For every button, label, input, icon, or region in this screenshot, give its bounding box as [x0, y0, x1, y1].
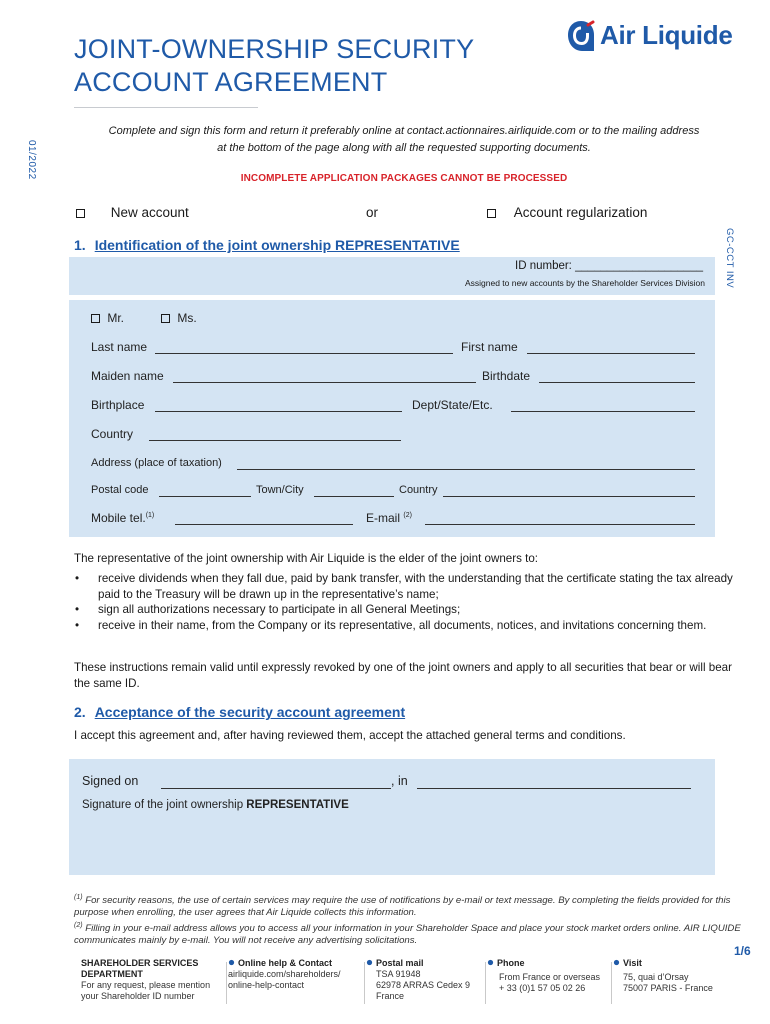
footer-phone-heading — [487, 958, 607, 969]
acceptance-text: I accept this agreement and, after having reviewed them, accept the attached general terms and conditions. — [74, 729, 626, 742]
id-number-box — [69, 257, 715, 295]
mobile-footnote-mark: (1) — [145, 512, 155, 519]
footer-visit — [613, 958, 729, 994]
footnotes — [74, 892, 764, 947]
page-title — [74, 33, 544, 99]
address-label: Address (place of taxation) — [91, 457, 222, 469]
birthplace-label: Birthplace — [91, 398, 145, 412]
birthplace-field[interactable] — [155, 411, 402, 412]
intro-line-1: Complete and sign this form and return it preferably online at contact.actionnaires.airliquide.com or to the mailing address — [108, 125, 700, 137]
representative-intro: The representative of the joint ownership with Air Liquide is the elder of the joint owners to: — [74, 552, 539, 565]
signed-in-label: , in — [391, 774, 408, 788]
birthdate-label: Birthdate — [482, 369, 531, 383]
intro-text — [74, 123, 734, 157]
title-divider — [74, 107, 258, 108]
footer-divider — [364, 962, 365, 1004]
instructions-text: These instructions remain valid until expressly revoked by one of the joint owners and apply to all securities that bear or will bear the same ID. — [74, 661, 732, 690]
town-field[interactable] — [314, 496, 394, 497]
town-label: Town/City — [256, 484, 304, 496]
section-1-number: 1. — [74, 237, 86, 253]
footer-divider — [485, 962, 486, 1004]
new-account-label: New account — [110, 205, 189, 220]
air-liquide-logo — [566, 18, 756, 58]
footer-phone-line-1: From France or overseas — [499, 972, 601, 982]
country2-field[interactable] — [443, 496, 695, 497]
footnote-1-mark: (1) — [74, 894, 83, 901]
regularization-checkbox[interactable] — [487, 209, 496, 218]
email-field[interactable] — [425, 524, 695, 525]
signed-in-field[interactable] — [417, 788, 691, 789]
form-reference: GC-CCT INV — [724, 228, 735, 289]
footnote-2-text: Filling in your e-mail address allows you to access all your information in your Shareholder Space and place your stock market orders online. AIR LIQUIDE communicates mainly by e-mail. You will not receive any advertising solicitations. — [74, 922, 741, 946]
dept-label: Dept/State/Etc. — [412, 398, 493, 412]
email-label — [366, 511, 412, 525]
list-item: • sign all authorizations necessary to participate in all General Meetings; — [74, 602, 736, 618]
dept-field[interactable] — [511, 411, 695, 412]
or-label: or — [366, 205, 379, 220]
footer-postal-line-2: 62978 ARRAS Cedex 9 — [376, 980, 471, 990]
section-1-heading — [74, 237, 460, 253]
signature-label-bold: REPRESENTATIVE — [246, 799, 349, 811]
pin-icon — [366, 959, 373, 966]
pin-icon — [487, 959, 494, 966]
page-number: 1/6 — [734, 944, 751, 958]
signed-on-field[interactable] — [161, 788, 391, 789]
address-field[interactable] — [237, 469, 695, 470]
maiden-name-label: Maiden name — [91, 369, 164, 383]
footnote-1 — [74, 892, 764, 920]
footer-visit-line-2: 75007 PARIS - France — [623, 983, 713, 993]
intro-line-2: at the bottom of the page along with all the requested supporting documents. — [217, 142, 591, 154]
mr-option[interactable] — [91, 311, 124, 325]
list-item: • receive in their name, from the Company or its representative, all documents, notices, and invitations concerning them. — [74, 618, 736, 634]
new-account-checkbox[interactable] — [76, 209, 85, 218]
footer-online — [228, 958, 368, 991]
signature-label-text: Signature of the joint ownership — [82, 799, 247, 811]
postal-code-label: Postal code — [91, 484, 149, 496]
footer-postal-line-1: TSA 91948 — [376, 969, 421, 979]
footer-dept-title-2: DEPARTMENT — [81, 969, 143, 979]
footer-postal-heading — [366, 958, 486, 969]
signature-label — [82, 799, 349, 811]
footer-dept-line-2: your Shareholder ID number — [81, 991, 195, 1001]
maiden-name-field[interactable] — [173, 382, 476, 383]
last-name-field[interactable] — [155, 353, 453, 354]
logo-mark-icon — [566, 19, 596, 53]
signature-box[interactable] — [69, 759, 715, 875]
section-2-heading — [74, 704, 405, 720]
account-regularization-option[interactable] — [487, 205, 647, 220]
mr-label: Mr. — [107, 311, 125, 325]
country-label: Country — [91, 427, 134, 441]
footer-divider — [611, 962, 612, 1004]
footer-phone-title: Phone — [497, 958, 525, 968]
date-code: 01/2022 — [26, 140, 37, 180]
ms-checkbox[interactable] — [161, 314, 170, 323]
pin-icon — [613, 959, 620, 966]
mobile-label-text: Mobile tel. — [91, 511, 146, 525]
footer-postal-line-3: France — [376, 991, 405, 1001]
section-2-number: 2. — [74, 704, 86, 720]
last-name-label: Last name — [91, 340, 148, 354]
mobile-field[interactable] — [175, 524, 353, 525]
id-number-note: Assigned to new accounts by the Shareholder Services Division — [464, 278, 705, 288]
ms-label: Ms. — [177, 311, 197, 325]
postal-code-field[interactable] — [159, 496, 251, 497]
footer-online-heading — [228, 958, 368, 969]
representative-form — [69, 300, 715, 537]
new-account-option[interactable] — [76, 205, 189, 220]
first-name-field[interactable] — [527, 353, 695, 354]
section-1-title: Identification of the joint ownership REPRESENTATIVE — [94, 237, 460, 253]
footer-online-link-2[interactable]: online-help-contact — [228, 980, 305, 990]
footer-visit-line-1: 75, quai d’Orsay — [623, 972, 689, 982]
pin-icon — [228, 959, 235, 966]
footer-postal-title: Postal mail — [376, 958, 424, 968]
section-2-title: Acceptance of the security account agreement — [94, 704, 406, 720]
footnote-1-text: For security reasons, the use of certain services may require the use of notifications by e-mail or text message. By completing the fields provided for this purpose when enrolling, the user agrees that Air Liquide collects this information. — [74, 895, 731, 919]
email-label-text: E-mail — [366, 511, 401, 525]
birthdate-field[interactable] — [539, 382, 695, 383]
regularization-label: Account regularization — [513, 205, 648, 220]
footer-dept-line-1: For any request, please mention — [81, 980, 211, 990]
country-field[interactable] — [149, 440, 401, 441]
mr-checkbox[interactable] — [91, 314, 100, 323]
footer-divider — [226, 962, 227, 1004]
incomplete-warning: INCOMPLETE APPLICATION PACKAGES CANNOT BE PROCESSED — [240, 173, 568, 184]
footer-postal — [366, 958, 486, 1002]
footer-online-link-1[interactable]: airliquide.com/shareholders/ — [228, 969, 341, 979]
logo-text: Air Liquide — [600, 20, 733, 50]
footer-dept-title-1: SHAREHOLDER SERVICES — [81, 958, 199, 968]
footer-phone — [487, 958, 607, 994]
footer-phone-line-2[interactable]: + 33 (0)1 57 05 02 26 — [499, 983, 586, 993]
signed-on-label: Signed on — [82, 774, 139, 788]
id-number-field[interactable]: ID number: ____________________ — [515, 260, 703, 272]
page-footer — [69, 958, 729, 1008]
footer-online-title: Online help & Contact — [238, 958, 333, 968]
representative-duties — [74, 571, 736, 633]
mobile-label — [91, 511, 154, 525]
footnote-2-mark: (2) — [74, 921, 83, 929]
footnote-2 — [74, 920, 764, 948]
footer-visit-heading — [613, 958, 729, 969]
footer-visit-title: Visit — [623, 958, 642, 968]
email-footnote-mark: (2) — [403, 512, 412, 519]
first-name-label: First name — [461, 340, 518, 354]
ms-option[interactable] — [161, 311, 197, 325]
list-item: • receive dividends when they fall due, paid by bank transfer, with the understanding that the certificate stating the tax already paid to the Treasury will be drawn up in the representative’s name; — [74, 571, 736, 602]
country2-label: Country — [399, 484, 438, 496]
title-line-1: JOINT-OWNERSHIP SECURITY — [74, 34, 475, 64]
footer-department — [81, 958, 226, 1002]
title-line-2: ACCOUNT AGREEMENT — [74, 67, 388, 97]
